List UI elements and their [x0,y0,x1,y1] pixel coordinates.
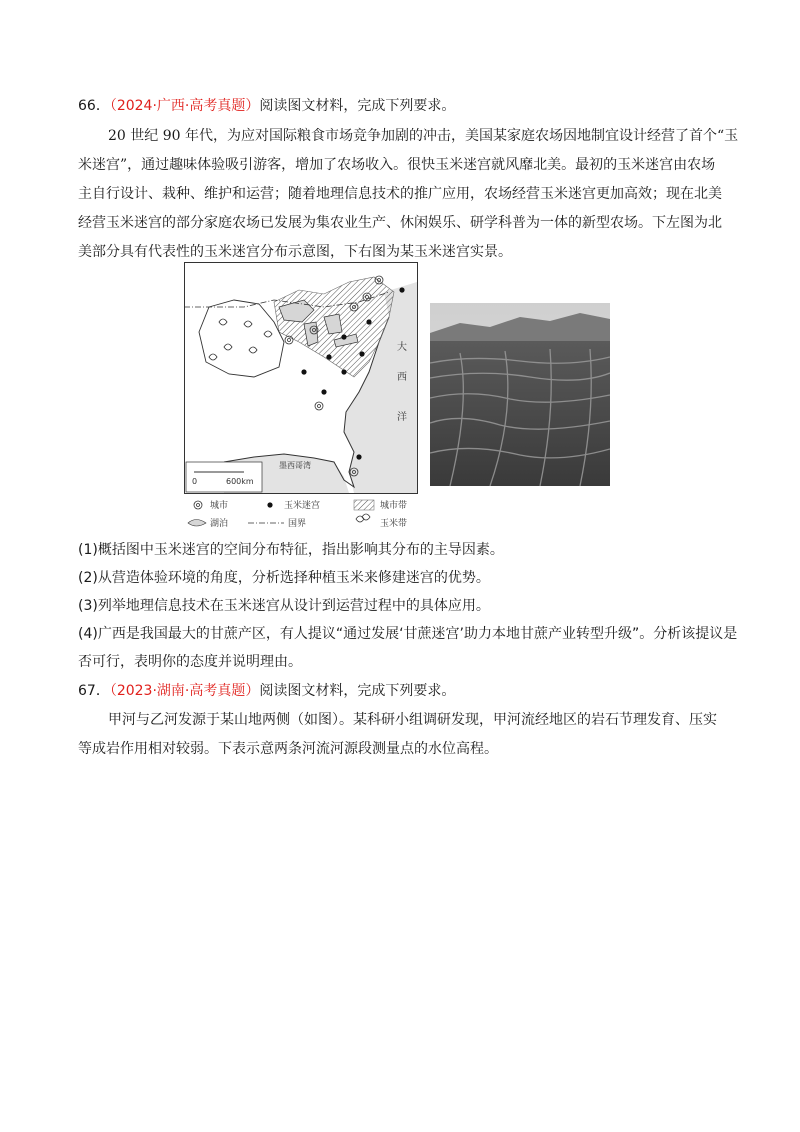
gulf-label: 墨西哥湾 [279,461,311,470]
q66-sub-question-4-line-1: (4)广西是我国最大的甘蔗产区，有人提议“通过发展‘甘蔗迷宫’助力本地甘蔗产业转型升级”。分析该提议是 [78,626,738,642]
ocean-label-xi: 西 [397,372,407,383]
legend-corn-belt: 玉米带 [380,519,408,529]
q66-sub-question-3: (3)列举地理信息技术在玉米迷宫从设计到运营过程中的具体应用。 [78,598,490,614]
q66-sub-question-1: (1)概括图中玉米迷宫的空间分布特征，指出影响其分布的主导因素。 [78,542,504,558]
q66-number: 66． [78,98,110,114]
q67-passage-line-2: 等成岩作用相对较弱。下表示意两条河流河源段测量点的水位高程。 [78,741,498,757]
q66-sub-question-4-line-2: 否可行，表明你的态度并说明理由。 [78,654,302,670]
q66-sub-question-2: (2)从营造体验环境的角度，分析选择种植玉米来修建迷宫的优势。 [78,570,490,586]
ocean-label-da: 大 [397,342,407,353]
legend-maze: 玉米迷宫 [284,501,321,511]
legend-lake: 湖泊 [210,519,229,529]
q66-passage-line-3: 主自行设计、栽种、维护和运营；随着地理信息技术的推广应用，农场经营玉米迷宫更加高效；现在北美 [78,186,722,202]
corn-maze-distribution-map [184,262,418,494]
corn-maze-photo [430,303,610,486]
q66-source: （2024·广西·高考真题） [109,98,260,114]
q66-passage-line-5: 美部分具有代表性的玉米迷宫分布示意图，下右图为某玉米迷宫实景。 [78,244,512,260]
legend-urban-belt: 城市带 [380,501,408,511]
q66-passage-line-2: 米迷宫”，通过趣味体验吸引游客，增加了农场收入。很快玉米迷宫就风靡北美。最初的玉米迷宫由农场 [78,157,716,173]
q66-passage-line-4: 经营玉米迷宫的部分家庭农场已发展为集农业生产、休闲娱乐、研学科普为一体的新型农场。下左图为北 [78,215,722,231]
q67-source: （2023·湖南·高考真题） [109,683,260,699]
ocean-label-yang: 洋 [397,412,407,423]
q67-number: 67． [78,683,110,699]
q67-instruction: 阅读图文材料，完成下列要求。 [259,683,456,699]
q66-instruction: 阅读图文材料，完成下列要求。 [259,98,456,114]
q66-passage-line-1: 20 世纪 90 年代，为应对国际粮食市场竞争加剧的冲击，美国某家庭农场因地制宜设计经营了首个“玉 [108,128,739,144]
q66-header [78,96,455,116]
legend-border: 国界 [288,519,307,529]
legend-city: 城市 [210,501,229,511]
scale-zero: 0 [192,477,198,486]
q67-header [78,681,455,701]
map-legend [184,497,424,531]
scale-label: 600km [226,477,254,486]
q67-passage-line-1: 甲河与乙河发源于某山地两侧（如图）。某科研小组调研发现，甲河流经地区的岩石节理发育、压实 [108,712,717,728]
